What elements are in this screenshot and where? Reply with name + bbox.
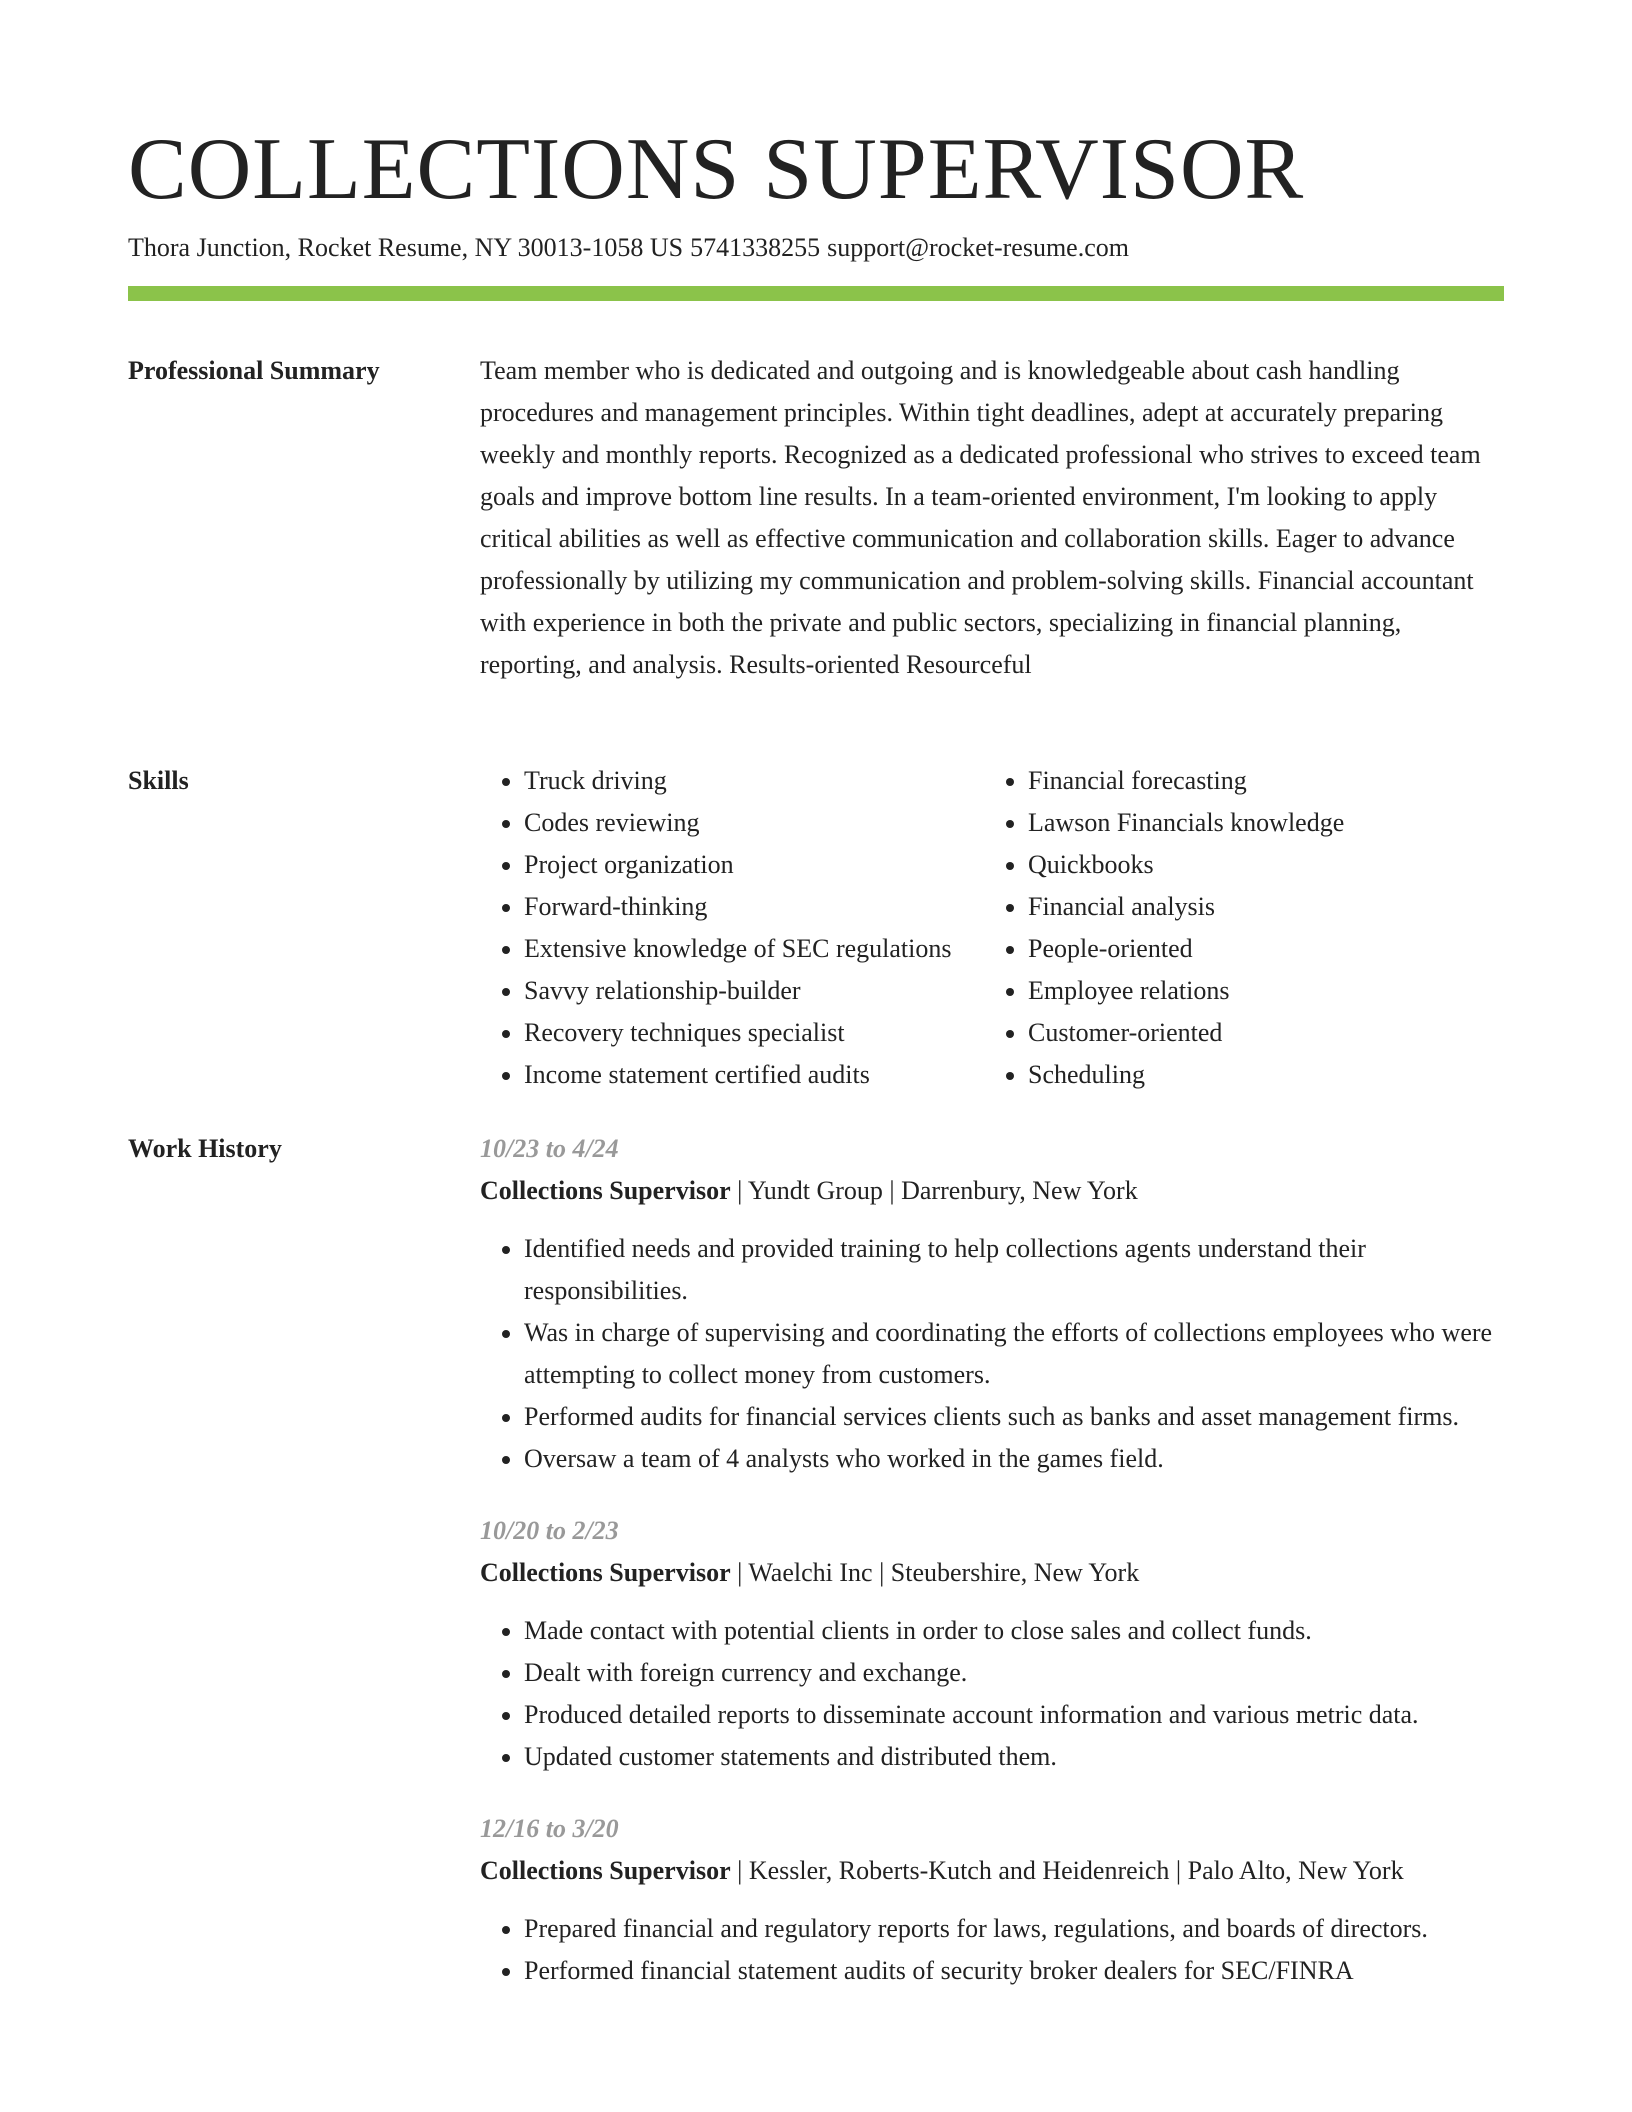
job-entry: [480, 1510, 1504, 1778]
skill-item: • Recovery techniques specialist: [524, 1012, 984, 1054]
contact-address: Thora Junction, Rocket Resume, NY 30013-1058 US: [128, 233, 684, 262]
job-bullet-list: [480, 1908, 1504, 1992]
contact-email: support@rocket-resume.com: [827, 233, 1129, 262]
skills-heading: Skills: [128, 766, 189, 795]
skill-item: • Employee relations: [1028, 970, 1488, 1012]
skill-item: • Truck driving: [524, 760, 984, 802]
job-company-location: | Yundt Group | Darrenbury, New York: [730, 1176, 1138, 1205]
job-title-line: [480, 1170, 1504, 1212]
job-bullet: • Dealt with foreign currency and exchange.: [524, 1652, 1504, 1694]
job-bullet-list: [480, 1228, 1504, 1480]
job-role: Collections Supervisor: [480, 1558, 731, 1587]
skill-item: • Savvy relationship-builder: [524, 970, 984, 1012]
job-bullet: • Identified needs and provided training to help collections agents understand their responsibilities.: [524, 1228, 1504, 1312]
job-date: 12/16 to 3/20: [480, 1814, 619, 1843]
skill-item: • Quickbooks: [1028, 844, 1488, 886]
summary-heading: Professional Summary: [128, 356, 380, 385]
contact-phone: 5741338255: [690, 233, 821, 262]
skills-columns: [480, 760, 1504, 1096]
skill-item: • Lawson Financials knowledge: [1028, 802, 1488, 844]
job-entry: [480, 1808, 1504, 1992]
skill-item: • Forward-thinking: [524, 886, 984, 928]
job-date: 10/20 to 2/23: [480, 1516, 619, 1545]
skill-item: • Financial analysis: [1028, 886, 1488, 928]
job-company-location: | Kessler, Roberts-Kutch and Heidenreich | Palo Alto, New York: [730, 1856, 1404, 1885]
skill-item: • Scheduling: [1028, 1054, 1488, 1096]
job-role: Collections Supervisor: [480, 1176, 731, 1205]
skill-item: • People-oriented: [1028, 928, 1488, 970]
resume-title: COLLECTIONS SUPERVISOR: [128, 121, 1305, 218]
summary-text: Team member who is dedicated and outgoing and is knowledgeable about cash handling procedures and management principles. Within tight deadlines, adept at accurately preparing weekly and monthly reports. Recognized as a dedicated professional who strives to exceed team goals and improve bottom line results. In a team-oriented environment, I'm looking to apply critical abilities as well as effective communication and collaboration skills. Eager to advance professionally by utilizing my communication and problem-solving skills. Financial accountant with experience in both the private and public sectors, specializing in financial planning, reporting, and analysis. Results-oriented Resourceful: [480, 356, 1481, 679]
skills-list-right: [984, 760, 1488, 1096]
work-history-heading: Work History: [128, 1134, 282, 1163]
job-role: Collections Supervisor: [480, 1856, 731, 1885]
skill-item: • Extensive knowledge of SEC regulations: [524, 928, 984, 970]
header-accent-rule: [128, 286, 1504, 301]
job-entry: [480, 1128, 1504, 1480]
job-bullet: • Performed audits for financial services clients such as banks and asset management firms.: [524, 1396, 1504, 1438]
job-bullet-list: [480, 1610, 1504, 1778]
job-title-line: [480, 1850, 1504, 1892]
job-bullet: • Produced detailed reports to disseminate account information and various metric data.: [524, 1694, 1504, 1736]
skill-item: • Financial forecasting: [1028, 760, 1488, 802]
skill-item: • Codes reviewing: [524, 802, 984, 844]
skill-item: • Customer-oriented: [1028, 1012, 1488, 1054]
skills-list-left: [480, 760, 984, 1096]
job-bullet: • Was in charge of supervising and coordinating the efforts of collections employees who were attempting to collect money from customers.: [524, 1312, 1504, 1396]
contact-line: [128, 230, 1129, 266]
job-bullet: • Performed financial statement audits of security broker dealers for SEC/FINRA: [524, 1950, 1504, 1992]
job-company-location: | Waelchi Inc | Steubershire, New York: [730, 1558, 1140, 1587]
skill-item: • Project organization: [524, 844, 984, 886]
job-title-line: [480, 1552, 1504, 1594]
job-bullet: • Updated customer statements and distributed them.: [524, 1736, 1504, 1778]
job-bullet: • Oversaw a team of 4 analysts who worked in the games field.: [524, 1438, 1504, 1480]
job-bullet: • Made contact with potential clients in order to close sales and collect funds.: [524, 1610, 1504, 1652]
job-date: 10/23 to 4/24: [480, 1134, 619, 1163]
skill-item: • Income statement certified audits: [524, 1054, 984, 1096]
job-bullet: • Prepared financial and regulatory reports for laws, regulations, and boards of directors.: [524, 1908, 1504, 1950]
